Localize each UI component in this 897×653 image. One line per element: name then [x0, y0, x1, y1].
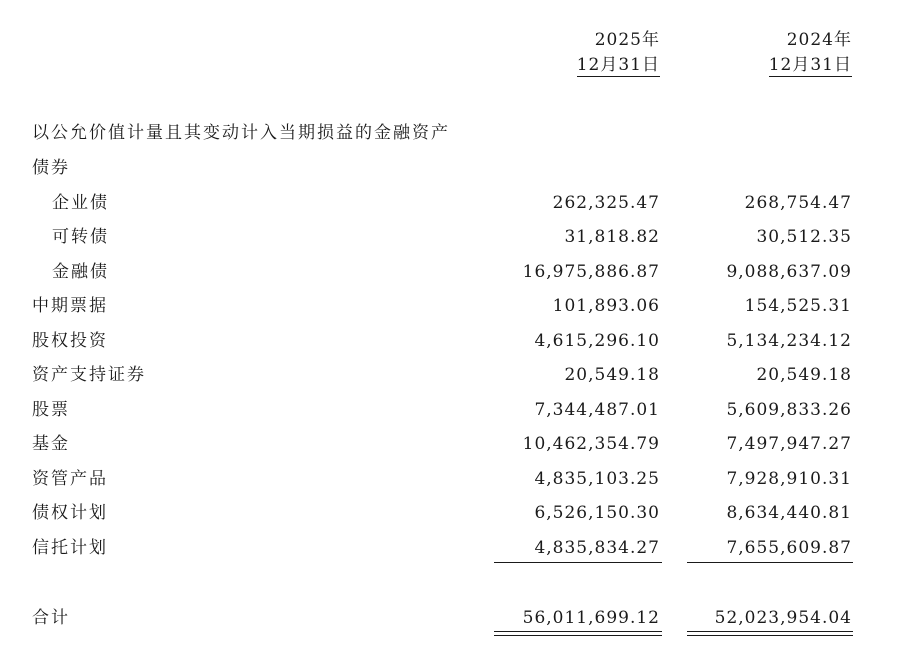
- row-label: 可转债: [52, 227, 109, 247]
- value-2025: 4,615,296.10: [534, 331, 660, 351]
- value-2025: 31,818.82: [564, 227, 660, 247]
- value-2024: 268,754.47: [744, 193, 852, 213]
- value-2025: 262,325.47: [552, 193, 660, 213]
- table-row: [0, 186, 897, 220]
- value-2024: 7,928,910.31: [726, 469, 852, 489]
- value-2025: 10,462,354.79: [522, 434, 660, 454]
- row-label: 企业债: [52, 193, 109, 213]
- column-header-2024: [752, 28, 852, 78]
- group-label: 债券: [32, 158, 70, 178]
- value-2025: 7,344,487.01: [534, 400, 660, 420]
- total-double-rule: [687, 631, 853, 632]
- table-row: [0, 393, 897, 427]
- total-label: 合计: [32, 608, 70, 628]
- value-2024: 30,512.35: [756, 227, 852, 247]
- row-label: 资产支持证券: [32, 365, 146, 385]
- column-header-year: 2024年: [786, 30, 852, 50]
- column-header-2025: [560, 28, 660, 78]
- row-label: 基金: [32, 434, 70, 454]
- value-2024: 5,134,234.12: [726, 331, 852, 351]
- value-2025: 4,835,103.25: [534, 469, 660, 489]
- value-2025: 20,549.18: [564, 365, 660, 385]
- table-row: [0, 496, 897, 530]
- value-2024: 9,088,637.09: [726, 262, 852, 282]
- row-label: 金融债: [52, 262, 109, 282]
- row-label: 股权投资: [32, 331, 108, 351]
- value-2024: 20,549.18: [756, 365, 852, 385]
- row-label: 信托计划: [32, 538, 108, 558]
- table-row: [0, 427, 897, 461]
- table-row: [0, 255, 897, 289]
- value-2025: 16,975,886.87: [522, 262, 660, 282]
- table-row: [0, 462, 897, 496]
- value-2024: 7,497,947.27: [726, 434, 852, 454]
- subtotal-rule: [494, 562, 662, 563]
- row-label: 中期票据: [32, 296, 108, 316]
- total-double-rule: [687, 635, 853, 636]
- total-double-rule: [494, 635, 662, 636]
- value-2024: 5,609,833.26: [726, 400, 852, 420]
- section-title-row: [0, 116, 897, 150]
- table-row: [0, 289, 897, 323]
- section-title: 以公允价值计量且其变动计入当期损益的金融资产: [32, 123, 450, 143]
- value-2025: 6,526,150.30: [534, 503, 660, 523]
- value-2025: 4,835,834.27: [534, 538, 660, 558]
- total-row: [0, 601, 897, 635]
- total-value-2025: 56,011,699.12: [522, 608, 660, 628]
- table-row: [0, 324, 897, 358]
- table-row: [0, 220, 897, 254]
- value-2024: 8,634,440.81: [726, 503, 852, 523]
- row-label: 债权计划: [32, 503, 108, 523]
- value-2024: 154,525.31: [744, 296, 852, 316]
- subtotal-rule: [687, 562, 853, 563]
- row-label: 资管产品: [32, 469, 108, 489]
- total-double-rule: [494, 631, 662, 632]
- group-row-bonds: [0, 151, 897, 185]
- total-value-2024: 52,023,954.04: [714, 608, 852, 628]
- row-label: 股票: [32, 400, 70, 420]
- value-2025: 101,893.06: [552, 296, 660, 316]
- column-header-date: 12月31日: [768, 55, 852, 75]
- table-row: [0, 358, 897, 392]
- table-row: [0, 531, 897, 565]
- column-header-year: 2025年: [594, 30, 660, 50]
- value-2024: 7,655,609.87: [726, 538, 852, 558]
- column-header-date: 12月31日: [576, 55, 660, 75]
